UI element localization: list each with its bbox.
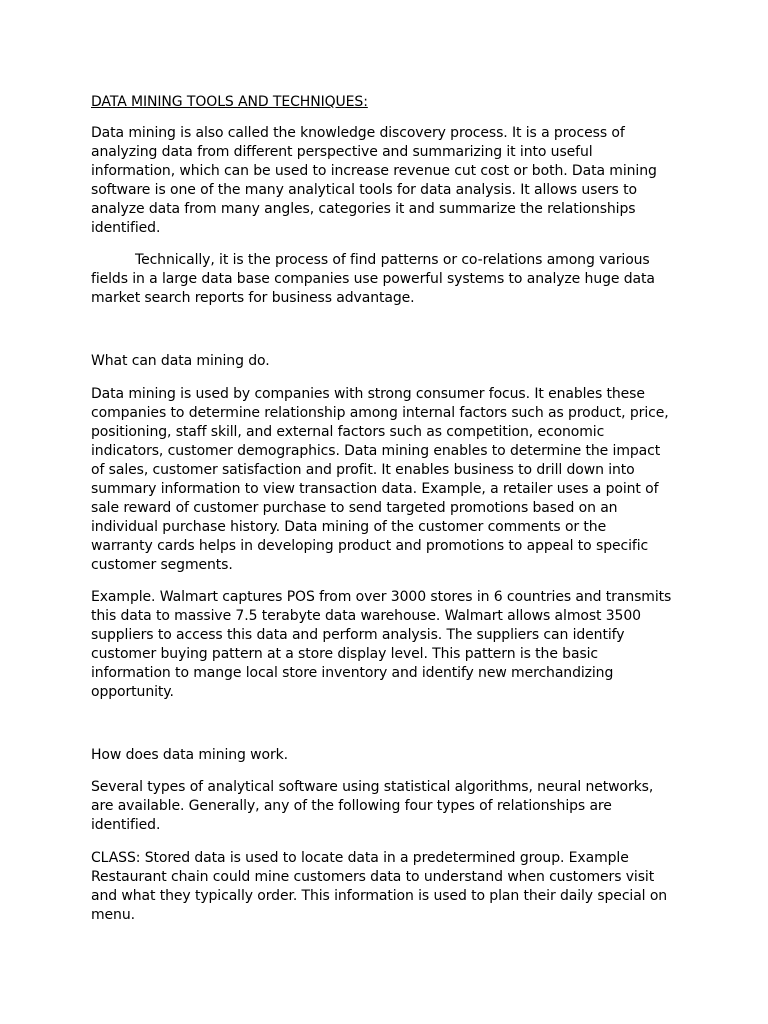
text-line: Technically, it is the process of find patterns or co-relations among various — [135, 252, 650, 268]
paragraph-3 — [91, 385, 669, 575]
text-line: companies to determine relationship among internal factors such as product, price, — [91, 405, 669, 421]
text-line: analyzing data from different perspective and summarizing it into useful — [91, 144, 593, 160]
text-line: information to mange local store inventory and identify new merchandizing — [91, 665, 614, 681]
text-line: and what they typically order. This information is used to plan their daily special on — [91, 888, 668, 904]
section-heading-how-does: How does data mining work. — [91, 747, 289, 763]
text-line: identified. — [91, 220, 161, 236]
paragraph-6 — [91, 849, 667, 925]
text-line: positioning, staff skill, and external factors such as competition, economic — [91, 424, 605, 440]
text-line: analyze data from many angles, categories it and summarize the relationships — [91, 201, 636, 217]
text-line: customer segments. — [91, 557, 233, 573]
text-line: software is one of the many analytical tools for data analysis. It allows users to — [91, 182, 637, 198]
text-line: customer buying pattern at a store display level. This pattern is the basic — [91, 646, 599, 662]
text-line: market search reports for business advantage. — [91, 290, 415, 306]
text-line: are available. Generally, any of the following four types of relationships are — [91, 798, 612, 814]
paragraph-1 — [91, 124, 657, 238]
text-line: this data to massive 7.5 terabyte data warehouse. Walmart allows almost 3500 — [91, 608, 641, 624]
text-line: Data mining is used by companies with strong consumer focus. It enables these — [91, 386, 645, 402]
section-heading-what-can: What can data mining do. — [91, 353, 270, 369]
text-line: menu. — [91, 907, 135, 923]
text-line: sale reward of customer purchase to send targeted promotions based on an — [91, 500, 618, 516]
text-line: Data mining is also called the knowledge discovery process. It is a process of — [91, 125, 625, 141]
document-title: DATA MINING TOOLS AND TECHNIQUES: — [91, 94, 368, 110]
text-line: suppliers to access this data and perform analysis. The suppliers can identify — [91, 627, 625, 643]
text-line: individual purchase history. Data mining of the customer comments or the — [91, 519, 607, 535]
text-line: information, which can be used to increase revenue cut cost or both. Data mining — [91, 163, 657, 179]
text-line: opportunity. — [91, 684, 174, 700]
paragraph-5 — [91, 778, 653, 835]
text-line: indicators, customer demographics. Data mining enables to determine the impact — [91, 443, 661, 459]
text-line: fields in a large data base companies use powerful systems to analyze huge data — [91, 271, 655, 287]
text-line: Example. Walmart captures POS from over 3000 stores in 6 countries and transmits — [91, 589, 672, 605]
text-line: CLASS: Stored data is used to locate data in a predetermined group. Example — [91, 850, 629, 866]
paragraph-2 — [91, 251, 655, 308]
text-line: summary information to view transaction data. Example, a retailer uses a point of — [91, 481, 659, 497]
text-line: identified. — [91, 817, 161, 833]
text-line: warranty cards helps in developing product and promotions to appeal to specific — [91, 538, 649, 554]
paragraph-4 — [91, 588, 671, 702]
text-line: Restaurant chain could mine customers data to understand when customers visit — [91, 869, 655, 885]
text-line: Several types of analytical software using statistical algorithms, neural networks, — [91, 779, 654, 795]
text-line: of sales, customer satisfaction and profit. It enables business to drill down into — [91, 462, 635, 478]
